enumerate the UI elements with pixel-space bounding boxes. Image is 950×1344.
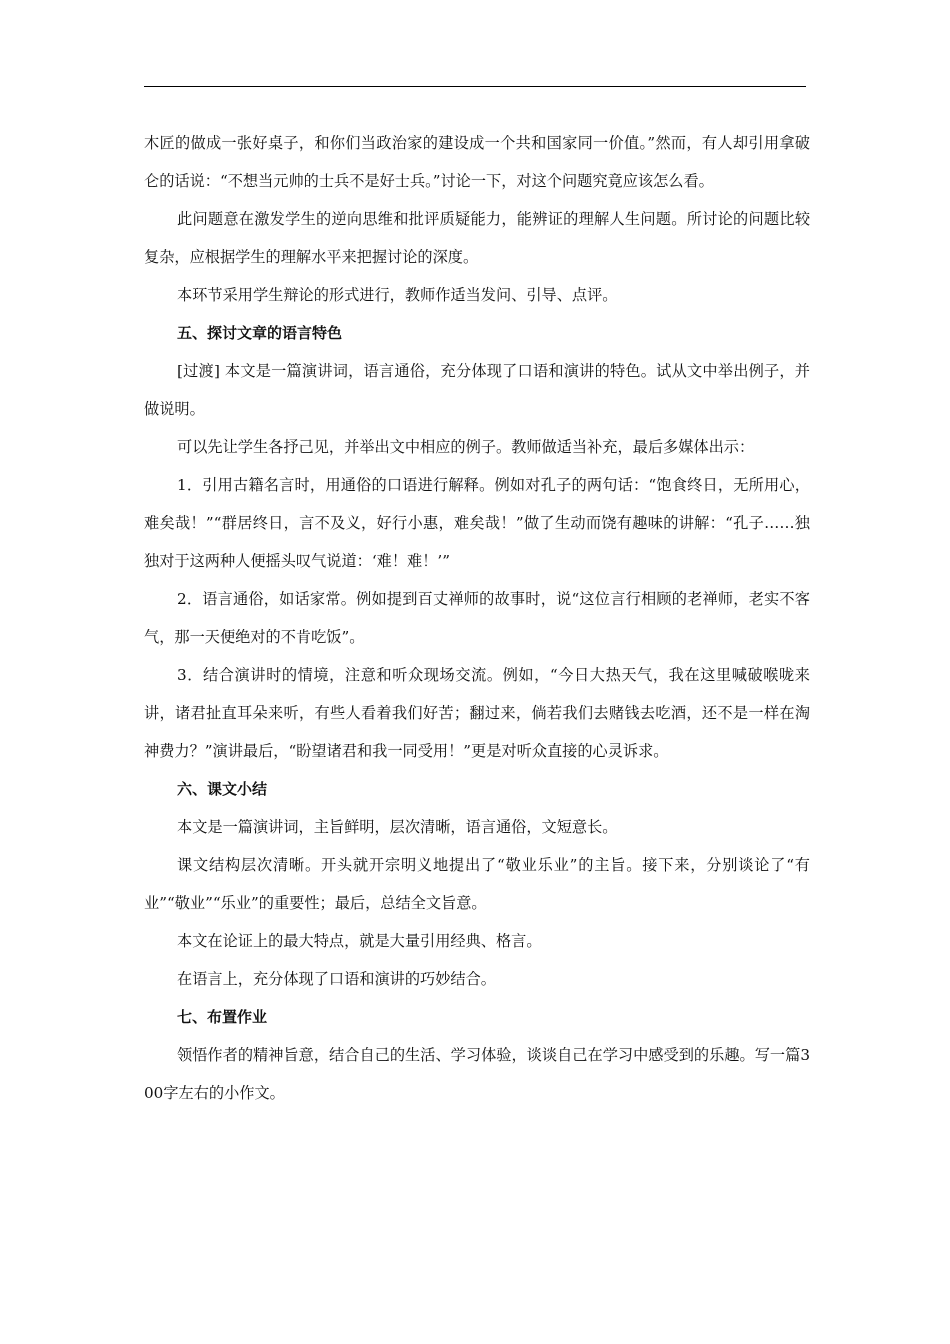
paragraph-homework: 领悟作者的精神旨意，结合自己的生活、学习体验，谈谈自己在学习中感受到的乐趣。写一篇300字左右的小作文。 xyxy=(144,1046,810,1102)
paragraph-summary-4: 在语言上，充分体现了口语和演讲的巧妙结合。 xyxy=(177,970,496,988)
paragraph-continuation: 木匠的做成一张好桌子，和你们当政治家的建设成一个共和国家同一价值。”然而，有人却引用拿破仑的话说：“不想当元帅的士兵不是好士兵。”讨论一下，对这个问题究竟应该怎么看。 xyxy=(144,134,810,190)
section-heading-7: 七、布置作业 xyxy=(177,1008,268,1026)
paragraph-summary-2: 课文结构层次清晰。开头就开宗明义地提出了“敬业乐业”的主旨。接下来，分别谈论了“有业”“敬业”“乐业”的重要性；最后，总结全文旨意。 xyxy=(144,856,810,912)
paragraph-summary-1: 本文是一篇演讲词，主旨鲜明，层次清晰，语言通俗，文短意长。 xyxy=(177,818,618,836)
paragraph-transition: [过渡] 本文是一篇演讲词，语言通俗，充分体现了口语和演讲的特色。试从文中举出例子，并做说明。 xyxy=(144,362,810,418)
section-heading-6: 六、课文小结 xyxy=(177,780,268,798)
document-body xyxy=(144,124,810,1112)
list-item-3: 3．结合演讲时的情境，注意和听众现场交流。例如，“今日大热天气，我在这里喊破喉咙来讲，诸君扯直耳朵来听，有些人看着我们好苦；翻过来，倘若我们去赌钱去吃酒，还不是一样在淘神费力？”演讲最后，“盼望诸君和我一同受用！”更是对听众直接的心灵诉求。 xyxy=(144,666,810,760)
paragraph-discussion-intent: 此问题意在激发学生的逆向思维和批评质疑能力，能辨证的理解人生问题。所讨论的问题比较复杂，应根据学生的理解水平来把握讨论的深度。 xyxy=(144,210,810,266)
list-item-1: 1．引用古籍名言时，用通俗的口语进行解释。例如对孔子的两句话：“饱食终日，无所用心，难矣哉！”“群居终日，言不及义，好行小惠，难矣哉！”做了生动而饶有趣味的讲解：“孔子……独独对于这两种人便摇头叹气说道：‘难！难！’” xyxy=(144,476,810,570)
list-item-2: 2．语言通俗，如话家常。例如提到百丈禅师的故事时，说“这位言行相顾的老禅师，老实不客气，那一天便绝对的不肯吃饭”。 xyxy=(144,590,810,646)
paragraph-student-views: 可以先让学生各抒己见，并举出文中相应的例子。教师做适当补充，最后多媒体出示： xyxy=(177,438,755,456)
section-heading-5: 五、探讨文章的语言特色 xyxy=(177,324,343,342)
paragraph-summary-3: 本文在论证上的最大特点，就是大量引用经典、格言。 xyxy=(177,932,542,950)
paragraph-debate-format: 本环节采用学生辩论的形式进行，教师作适当发问、引导、点评。 xyxy=(177,286,618,304)
header-rule xyxy=(144,86,806,87)
